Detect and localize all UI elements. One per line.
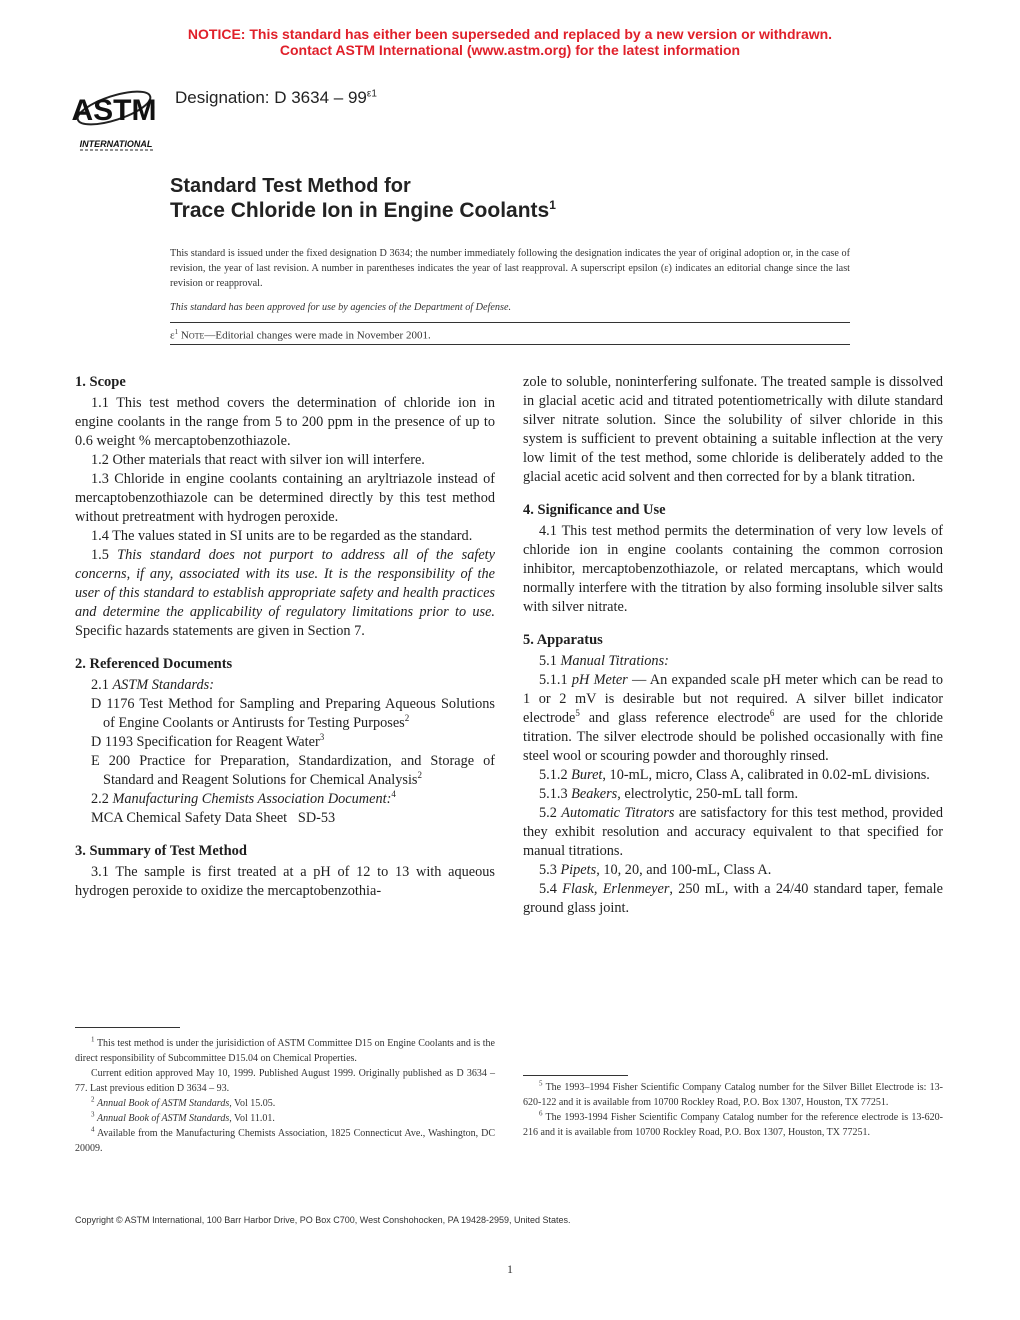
para-italic: ASTM Standards: xyxy=(112,677,214,693)
para-num: 5.1.2 xyxy=(539,767,572,783)
paragraph-5-2 xyxy=(523,804,943,861)
title-line-1: Standard Test Method for xyxy=(170,175,411,197)
paragraph-1-5 xyxy=(75,546,495,641)
astm-logo xyxy=(72,76,162,152)
footnote-4 xyxy=(75,1126,495,1156)
paragraph-5-1-1 xyxy=(523,671,943,766)
paragraph-1-4: 1.4 The values stated in SI units are to be regarded as the standard. xyxy=(91,528,473,544)
footnote-ref[interactable]: 2 xyxy=(404,713,410,724)
footnote-divider xyxy=(523,1075,628,1076)
para-text: — An expanded scale pH meter which can be read to 1 or 2 mV is desirable but not required. A silver billet indicator electrode xyxy=(523,672,943,726)
reference-text: E 200 Practice for Preparation, Standardization, and Storage of Standard and Reagent Solutions for Chemical Analysis xyxy=(91,753,495,788)
para-num: 2.2 xyxy=(91,791,113,807)
paragraph-5-1-2 xyxy=(523,766,943,785)
footnote-text: The 1993–1994 Fisher Scientific Company Catalog number for the Silver Billet Electrode is: 13-620-122 and it is available from 10700 Rockley Road, P.O. Box 1307, Houston, TX 77251. xyxy=(523,1082,944,1108)
para-text: are used for the chloride titration. The silver electrode should be polished occasionally with fine steel wool or scouring powder and thoroughly rinsed. xyxy=(523,710,944,764)
issuance-statement: This standard is issued under the fixed designation D 3634; the number immediately following the designation indicates the year of original adoption or, in the case of revision, the year of last revision. A number in parentheses indicates the year of last reapproval. A superscript epsilon (ε) indicates an editorial change since the last revision or reapproval. xyxy=(170,248,850,289)
footnote-5 xyxy=(523,1080,943,1110)
divider xyxy=(170,344,850,345)
footnote-italic: Annual Book of ASTM Standards, xyxy=(97,1113,232,1124)
right-column xyxy=(523,373,943,918)
para-text: are satisfactory for this test method, provided they exhibit resolution and accuracy equivalent to that specified for manual titrations. xyxy=(523,805,943,859)
reference-text: D 1176 Test Method for Sampling and Preparing Aqueous Solutions of Engine Coolants or Antirusts for Testing Purposes xyxy=(91,696,495,731)
copyright-notice: Copyright © ASTM International, 100 Barr Harbor Drive, PO Box C700, West Conshohocken, PA 19428-2959, United States. xyxy=(75,1215,571,1225)
notice-line-2: Contact ASTM International (www.astm.org) for the latest information xyxy=(279,42,741,58)
title-line-2 xyxy=(170,198,556,223)
paragraph-5-3 xyxy=(523,861,943,880)
section-heading-apparatus: 5. Apparatus xyxy=(523,632,603,648)
editorial-note xyxy=(170,328,431,342)
title-text: Trace Chloride Ion in Engine Coolants xyxy=(170,199,550,222)
footnote-text: This test method is under the jurisidiction of ASTM Committee D15 on Engine Coolants and is the direct responsibility of Subcommittee D15.04 on Chemical Properties. xyxy=(75,1038,495,1064)
footnote-mark: 4 xyxy=(91,1125,95,1134)
paragraph-5-4 xyxy=(523,880,943,918)
footnote-italic: Annual Book of ASTM Standards, xyxy=(97,1098,232,1109)
para-num: 5.1.3 xyxy=(539,786,572,802)
footnote-mark: 1 xyxy=(91,1035,95,1044)
reference-d1176 xyxy=(75,695,495,733)
para-text: , electrolytic, 250-mL tall form. xyxy=(617,786,799,802)
para-italic: Pipets xyxy=(560,862,597,878)
para-text: , 10, 20, and 100-mL, Class A. xyxy=(596,862,772,878)
designation-text: Designation: D 3634 – 99 xyxy=(175,88,367,107)
paragraph-2-1 xyxy=(75,676,495,695)
footnote-ref[interactable]: 3 xyxy=(319,732,325,743)
para-italic: Beakers xyxy=(571,786,618,802)
section-heading-referenced-documents: 2. Referenced Documents xyxy=(75,656,233,672)
para-italic: Automatic Titrators xyxy=(561,805,675,821)
footnote-text: Available from the Manufacturing Chemists Association, 1825 Connecticut Ave., Washington, DC 20009. xyxy=(75,1128,495,1154)
editorial-sup: 1 xyxy=(174,328,179,336)
paragraph-4-1: 4.1 This test method permits the determination of very low levels of chloride ion in engine coolants containing the common corrosion inhibitor, mercaptobenzothiazole, or related mercaptans, which would normally interfere with the titration by also forming insoluble silver salts with silver nitrate. xyxy=(523,523,943,615)
paragraph-1-2: 1.2 Other materials that react with silver ion will interfere. xyxy=(91,452,425,468)
note-label: Note xyxy=(180,329,205,342)
paragraph-2-2 xyxy=(75,790,495,809)
left-column xyxy=(75,373,495,901)
reference-text: D 1193 Specification for Reagent Water xyxy=(91,734,320,750)
footnotes-right xyxy=(523,1080,943,1140)
footnote-text: Vol 15.05. xyxy=(231,1098,276,1109)
reference-d1193 xyxy=(75,733,495,752)
para-italic: Manufacturing Chemists Association Document: xyxy=(112,791,392,807)
paragraph-1-1: 1.1 This test method covers the determination of chloride ion in engine coolants in the range from 5 to 200 ppm in the presence of up to 0.6 weight % mercaptobenzothiazole. xyxy=(75,395,495,449)
page-number: 1 xyxy=(507,1262,513,1276)
paragraph-5-1 xyxy=(523,652,943,671)
para-italic: Flask, Erlenmeyer xyxy=(562,881,670,897)
paragraph-5-1-3 xyxy=(523,785,943,804)
para-num: 5.3 xyxy=(539,862,561,878)
footnote-ref[interactable]: 6 xyxy=(769,708,775,719)
footnote-6 xyxy=(523,1110,943,1140)
para-italic: Manual Titrations: xyxy=(560,653,669,669)
footnote-text: Vol 11.01. xyxy=(231,1113,275,1124)
footnote-2 xyxy=(75,1096,495,1111)
footnote-mark: 3 xyxy=(91,1110,95,1119)
astm-logo-icon xyxy=(72,76,162,152)
para-num: 5.1 xyxy=(539,653,561,669)
section-heading-summary: 3. Summary of Test Method xyxy=(75,843,247,859)
designation-epsilon: ε1 xyxy=(366,88,377,100)
footnote-mark: 2 xyxy=(91,1095,95,1104)
para-num: 1.5 xyxy=(91,547,118,563)
para-text: Specific hazards statements are given in Section 7. xyxy=(75,623,365,639)
para-italic: pH Meter xyxy=(571,672,628,688)
editorial-epsilon: ε xyxy=(170,329,175,342)
logo-subtext: INTERNATIONAL xyxy=(79,139,153,149)
footnote-text: The 1993-1994 Fisher Scientific Company Catalog number for the reference electrode is 13-620-216 and it is available from 10700 Rockley Road, P.O. Box 1307, Houston, TX 77251. xyxy=(523,1112,943,1138)
designation xyxy=(175,88,377,108)
footnote-mark: 5 xyxy=(539,1079,543,1088)
paragraph-3-1-continued: zole to soluble, noninterfering sulfonate. The treated sample is dissolved in glacial acetic acid and titrated potentiometrically with dilute standard silver nitrate solution. Since the solubility of silver chloride in this system is sufficient to prevent obtaining a suitable inflection at the very low limit of the test method, some chloride is deliberately added to the glacial acetic acid solvent and then corrected for by a blank titration. xyxy=(523,374,943,485)
editorial-note-text: —Editorial changes were made in November 2001. xyxy=(204,329,431,342)
para-num: 2.1 xyxy=(91,677,113,693)
dod-approval: This standard has been approved for use by agencies of the Department of Defense. xyxy=(170,302,512,313)
para-text: , 10-mL, micro, Class A, calibrated in 0.02-mL divisions. xyxy=(602,767,930,783)
mca-document: MCA Chemical Safety Data Sheet SD-53 xyxy=(91,810,336,826)
footnote-divider xyxy=(75,1027,180,1028)
title-footnote-ref[interactable]: 1 xyxy=(549,198,556,212)
safety-caveat: This standard does not purport to address all of the safety concerns, if any, associated with its use. It is the responsibility of the user of this standard to establish appropriate safety and health practices and determine the applicability of regulatory limitations prior to use. xyxy=(75,547,495,620)
reference-e200 xyxy=(75,752,495,790)
footnote-ref[interactable]: 4 xyxy=(391,789,396,800)
para-text: , 250 mL, with a 24/40 standard taper, female ground glass joint. xyxy=(523,881,944,916)
para-text: and glass reference electrode xyxy=(579,710,770,726)
footnote-3 xyxy=(75,1111,495,1126)
footnote-ref[interactable]: 2 xyxy=(417,770,422,781)
logo-text: ASTM xyxy=(72,94,157,127)
para-num: 5.1.1 xyxy=(539,672,572,688)
para-num: 5.2 xyxy=(539,805,562,821)
paragraph-3-1: 3.1 The sample is first treated at a pH of 12 to 13 with aqueous hydrogen peroxide to oxidize the mercaptobenzothia- xyxy=(75,864,495,899)
footnote-ref[interactable]: 5 xyxy=(575,708,580,719)
footnotes-left xyxy=(75,1036,495,1156)
footnote-mark: 6 xyxy=(539,1109,543,1118)
paragraph-1-3: 1.3 Chloride in engine coolants containing an aryltriazole instead of mercaptobenzothiazole can be determined directly by this test method without pretreatment with hydrogen peroxide. xyxy=(75,471,495,525)
divider xyxy=(170,322,850,323)
para-italic: Buret xyxy=(571,767,603,783)
section-heading-significance: 4. Significance and Use xyxy=(523,502,666,518)
footnote-1 xyxy=(75,1036,495,1066)
para-num: 5.4 xyxy=(539,881,563,897)
section-heading-scope: 1. Scope xyxy=(75,374,126,390)
notice-line-1: NOTICE: This standard has either been superseded and replaced by a new version or withdrawn. xyxy=(187,26,833,42)
footnote-1-edition: Current edition approved May 10, 1999. Published August 1999. Originally published as D 3634 – 77. Last previous edition D 3634 – 93. xyxy=(75,1068,495,1094)
